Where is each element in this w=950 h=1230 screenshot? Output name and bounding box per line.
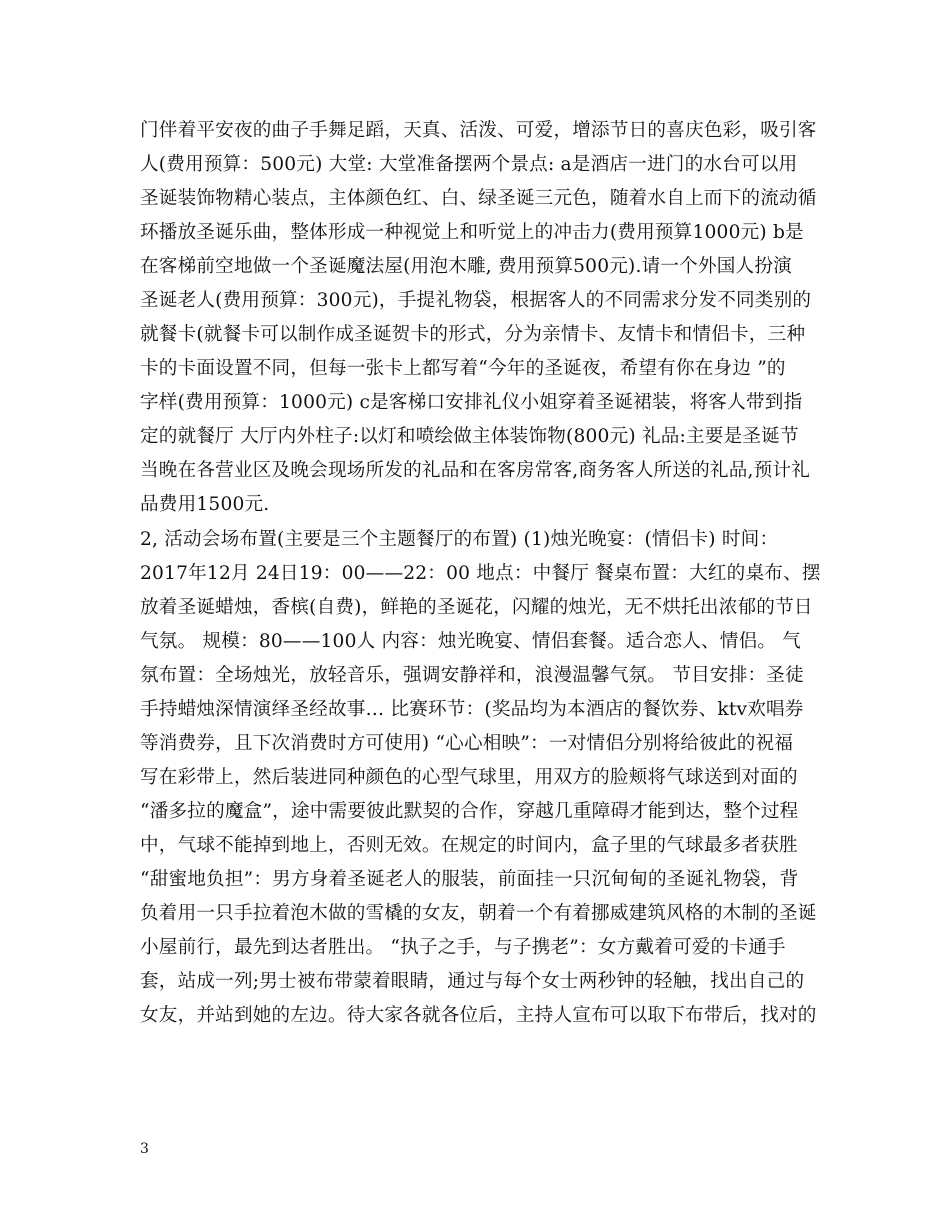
text-line: 当晚在各营业区及晚会现场所发的礼品和在客房常客,商务客人所送的礼品,预计礼 [140,460,811,481]
text-line: 氛布置：全场烛光，放轻音乐，强调安静祥和，浪漫温馨气氛。 节目安排：圣徒 [140,665,804,686]
text-line: 女友，并站到她的左边。待大家各就各位后，主持人宣布可以取下布带后，找对的 [140,1005,817,1026]
text-line: “潘多拉的魔盒”，途中需要彼此默契的合作，穿越几重障碍才能到达，整个过程 [140,801,799,822]
text-line: 写在彩带上，然后装进同种颜色的心型气球里，用双方的脸颊将气球送到对面的 [140,767,798,788]
text-line: 圣诞老人(费用预算：300元)，手提礼物袋，根据客人的不同需求分发不同类别的 [140,290,812,311]
text-line: 定的就餐厅 大厅内外柱子:以灯和喷绘做主体装饰物(800元) 礼品:主要是圣诞节 [140,426,799,447]
text-line: 圣诞装饰物精心装点，主体颜色红、白、绿圣诞三元色，随着水自上而下的流动循 [140,188,817,209]
text-line: 气氛。 规模：80——100人 内容：烛光晚宴、情侣套餐。适合恋人、情侣。 气 [140,631,802,652]
text-line: 中，气球不能掉到地上，否则无效。在规定的时间内，盒子里的气球最多者获胜 [140,835,798,856]
text-line: 就餐卡(就餐卡可以制作成圣诞贺卡的形式，分为亲情卡、友情卡和情侣卡，三种 [140,324,806,345]
text-line: 品费用1500元. [140,494,270,515]
text-line: “甜蜜地负担”：男方身着圣诞老人的服装，前面挂一只沉甸甸的圣诞礼物袋，背 [140,869,799,890]
text-line: 2017年12月 24日19：00——22：00 地点：中餐厅 餐桌布置：大红的桌布、摆 [140,563,821,584]
text-line: 放着圣诞蜡烛，香槟(自费)，鲜艳的圣诞花，闪耀的烛光，无不烘托出浓郁的节日 [140,597,813,618]
text-line: 2, 活动会场布置(主要是三个主题餐厅的布置) (1)烛光晚宴：(情侣卡) 时间： [140,529,779,550]
text-line: 套，站成一列;男士被布带蒙着眼睛，通过与每个女士两秒钟的轻触，找出自己的 [140,971,805,992]
text-line: 小屋前行，最先到达者胜出。 “执子之手，与子携老”：女方戴着可爱的卡通手 [140,937,786,958]
text-line: 门伴着平安夜的曲子手舞足蹈，天真、活泼、可爱，增添节日的喜庆色彩，吸引客 [140,120,817,141]
text-line: 卡的卡面设置不同，但每一张卡上都写着“今年的圣诞夜，希望有你在身边 ”的 [140,358,786,379]
text-line: 手持蜡烛深情演绎圣经故事… 比赛环节：(奖品均为本酒店的餐饮券、ktv欢唱券 [140,699,804,720]
text-line: 等消费券，且下次消费时方可使用) “心心相映”：一对情侣分别将给彼此的祝福 [140,733,794,754]
text-line: 环播放圣诞乐曲，整体形成一种视觉上和听觉上的冲击力(费用预算1000元) b是 [140,222,804,243]
text-line: 负着用一只手拉着泡木做的雪橇的女友，朝着一个有着挪威建筑风格的木制的圣诞 [140,903,817,924]
page-number: 3 [140,1141,149,1157]
text-line: 字样(费用预算：1000元) c是客梯口安排礼仪小姐穿着圣诞裙装，将客人带到指 [140,392,803,413]
text-line: 人(费用预算：500元) 大堂: 大堂准备摆两个景点: a是酒店一进门的水台可以用 [140,154,798,175]
text-line: 在客梯前空地做一个圣诞魔法屋(用泡木雕, 费用预算500元).请一个外国人扮演 [140,256,792,277]
